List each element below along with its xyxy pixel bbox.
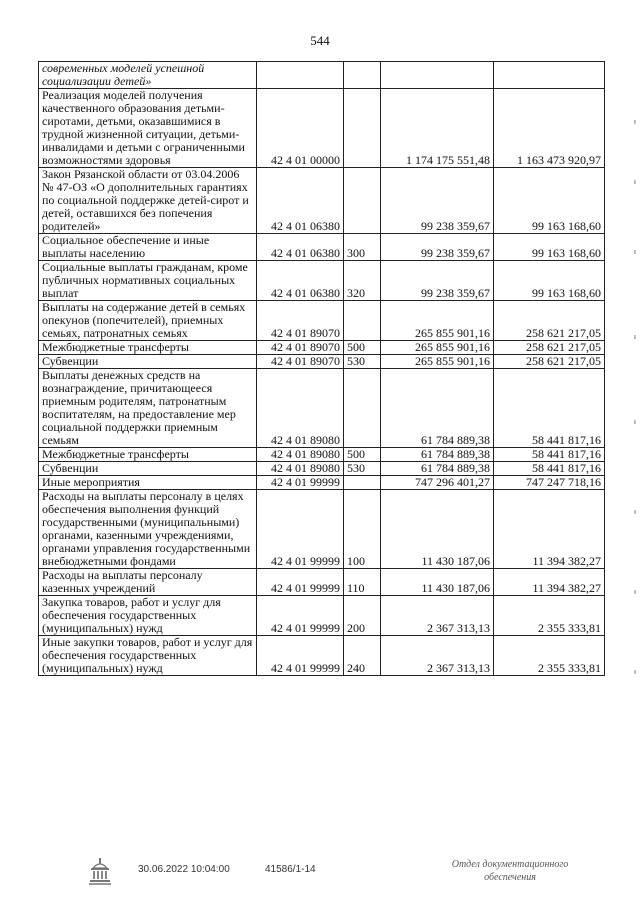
row-name-cell: современных моделей успешной социализации детей» — [39, 62, 257, 89]
row-vr-cell: 110 — [344, 569, 381, 596]
row-amount-2022-cell: 99 238 359,67 — [381, 261, 494, 301]
row-amount-2023-cell: 99 163 168,60 — [494, 234, 605, 261]
row-name-cell: Межбюджетные трансферты — [39, 448, 257, 462]
row-amount-2023-cell: 258 621 217,05 — [494, 355, 605, 369]
row-name-cell: Закупка товаров, работ и услуг для обеспечения государственных (муниципальных) нужд — [39, 596, 257, 636]
row-vr-cell: 500 — [344, 341, 381, 355]
row-amount-2023-cell: 2 355 333,81 — [494, 636, 605, 676]
row-name-cell: Выплаты денежных средств на вознаграждение, причитающееся приемным родителям, патронатным воспитателям, на предоставление мер социальной поддержки приемным семьям — [39, 369, 257, 448]
budget-table-body — [39, 62, 605, 676]
budget-table — [38, 61, 605, 676]
row-amount-2023-cell: 2 355 333,81 — [494, 596, 605, 636]
row-vr-cell — [344, 476, 381, 490]
row-name-cell: Выплаты на содержание детей в семьях опекунов (попечителей), приемных семьях, патронатных семьях — [39, 301, 257, 341]
row-name-cell: Субвенции — [39, 355, 257, 369]
row-code-cell: 42 4 01 99999 — [257, 569, 344, 596]
table-row — [39, 355, 605, 369]
row-amount-2022-cell: 747 296 401,27 — [381, 476, 494, 490]
row-amount-2022-cell: 2 367 313,13 — [381, 636, 494, 676]
row-amount-2022-cell: 1 174 175 551,48 — [381, 89, 494, 168]
scan-artifact-marks — [634, 120, 637, 680]
row-code-cell: 42 4 01 99999 — [257, 490, 344, 569]
row-amount-2023-cell: 99 163 168,60 — [494, 261, 605, 301]
row-vr-cell: 500 — [344, 448, 381, 462]
row-amount-2022-cell: 99 238 359,67 — [381, 168, 494, 234]
page-number: 544 — [310, 33, 330, 48]
table-row — [39, 62, 605, 89]
row-vr-cell: 200 — [344, 596, 381, 636]
row-amount-2023-cell: 258 621 217,05 — [494, 301, 605, 341]
row-amount-2023-cell: 58 441 817,16 — [494, 462, 605, 476]
row-amount-2023-cell: 11 394 382,27 — [494, 490, 605, 569]
row-code-cell: 42 4 01 06380 — [257, 168, 344, 234]
row-code-cell: 42 4 01 00000 — [257, 89, 344, 168]
row-amount-2023-cell: 58 441 817,16 — [494, 369, 605, 448]
row-name-cell: Межбюджетные трансферты — [39, 341, 257, 355]
table-row — [39, 476, 605, 490]
row-amount-2022-cell: 265 855 901,16 — [381, 301, 494, 341]
row-code-cell: 42 4 01 89080 — [257, 462, 344, 476]
row-amount-2022-cell: 11 430 187,06 — [381, 569, 494, 596]
row-amount-2023-cell — [494, 62, 605, 89]
row-name-cell: Социальное обеспечение и иные выплаты населению — [39, 234, 257, 261]
row-amount-2022-cell — [381, 62, 494, 89]
row-amount-2022-cell: 265 855 901,16 — [381, 341, 494, 355]
row-code-cell: 42 4 01 89080 — [257, 448, 344, 462]
row-code-cell: 42 4 01 99999 — [257, 636, 344, 676]
row-vr-cell: 530 — [344, 462, 381, 476]
table-row — [39, 462, 605, 476]
row-vr-cell: 530 — [344, 355, 381, 369]
row-vr-cell: 100 — [344, 490, 381, 569]
table-row — [39, 636, 605, 676]
table-row — [39, 261, 605, 301]
row-amount-2023-cell: 747 247 718,16 — [494, 476, 605, 490]
row-name-cell: Социальные выплаты гражданам, кроме публичных нормативных социальных выплат — [39, 261, 257, 301]
row-code-cell — [257, 62, 344, 89]
row-amount-2022-cell: 2 367 313,13 — [381, 596, 494, 636]
row-amount-2023-cell: 99 163 168,60 — [494, 168, 605, 234]
table-row — [39, 234, 605, 261]
row-amount-2023-cell: 258 621 217,05 — [494, 341, 605, 355]
row-code-cell: 42 4 01 89070 — [257, 301, 344, 341]
row-amount-2022-cell: 265 855 901,16 — [381, 355, 494, 369]
row-name-cell: Расходы на выплаты персоналу казенных учреждений — [39, 569, 257, 596]
row-amount-2022-cell: 11 430 187,06 — [381, 490, 494, 569]
row-name-cell: Реализация моделей получения качественного образования детьми-сиротами, детьми, оказавшимися в трудной жизненной ситуации, детьми-инвалидами и детьми с ограниченными возможностями здоровья — [39, 89, 257, 168]
table-row — [39, 369, 605, 448]
table-row — [39, 448, 605, 462]
row-amount-2022-cell: 61 784 889,38 — [381, 448, 494, 462]
row-name-cell: Иные мероприятия — [39, 476, 257, 490]
row-vr-cell — [344, 89, 381, 168]
row-code-cell: 42 4 01 89080 — [257, 369, 344, 448]
table-row — [39, 490, 605, 569]
row-code-cell: 42 4 01 06380 — [257, 261, 344, 301]
table-row — [39, 301, 605, 341]
row-name-cell: Субвенции — [39, 462, 257, 476]
row-vr-cell: 320 — [344, 261, 381, 301]
row-vr-cell — [344, 369, 381, 448]
row-vr-cell: 240 — [344, 636, 381, 676]
row-amount-2022-cell: 61 784 889,38 — [381, 462, 494, 476]
row-name-cell: Иные закупки товаров, работ и услуг для обеспечения государственных (муниципальных) нужд — [39, 636, 257, 676]
row-amount-2023-cell: 11 394 382,27 — [494, 569, 605, 596]
table-row — [39, 341, 605, 355]
row-code-cell: 42 4 01 99999 — [257, 596, 344, 636]
row-code-cell: 42 4 01 89070 — [257, 341, 344, 355]
row-name-cell: Закон Рязанской области от 03.04.2006 № 47-ОЗ «О дополнительных гарантиях по социальной поддержке детей-сирот и детей, оставшихся без попечения родителей» — [39, 168, 257, 234]
row-amount-2022-cell: 61 784 889,38 — [381, 369, 494, 448]
row-vr-cell — [344, 301, 381, 341]
table-row — [39, 596, 605, 636]
table-row — [39, 89, 605, 168]
row-name-cell: Расходы на выплаты персоналу в целях обеспечения выполнения функций государственными (муниципальными) органами, казенными учреждениями, органами управления государственными внебюджетными фондами — [39, 490, 257, 569]
row-amount-2023-cell: 58 441 817,16 — [494, 448, 605, 462]
table-row — [39, 569, 605, 596]
row-amount-2023-cell: 1 163 473 920,97 — [494, 89, 605, 168]
footer-date: 30.06.2022 10:04:00 — [138, 864, 230, 875]
row-amount-2022-cell: 99 238 359,67 — [381, 234, 494, 261]
table-row — [39, 168, 605, 234]
row-code-cell: 42 4 01 99999 — [257, 476, 344, 490]
row-vr-cell: 300 — [344, 234, 381, 261]
duma-building-icon — [88, 858, 112, 886]
row-code-cell: 42 4 01 06380 — [257, 234, 344, 261]
footer-department: Отдел документационного обеспечения — [451, 859, 569, 883]
row-vr-cell — [344, 168, 381, 234]
row-code-cell: 42 4 01 89070 — [257, 355, 344, 369]
page-footer — [0, 858, 640, 898]
row-vr-cell — [344, 62, 381, 89]
footer-doc-number: 41586/1-14 — [265, 864, 316, 875]
